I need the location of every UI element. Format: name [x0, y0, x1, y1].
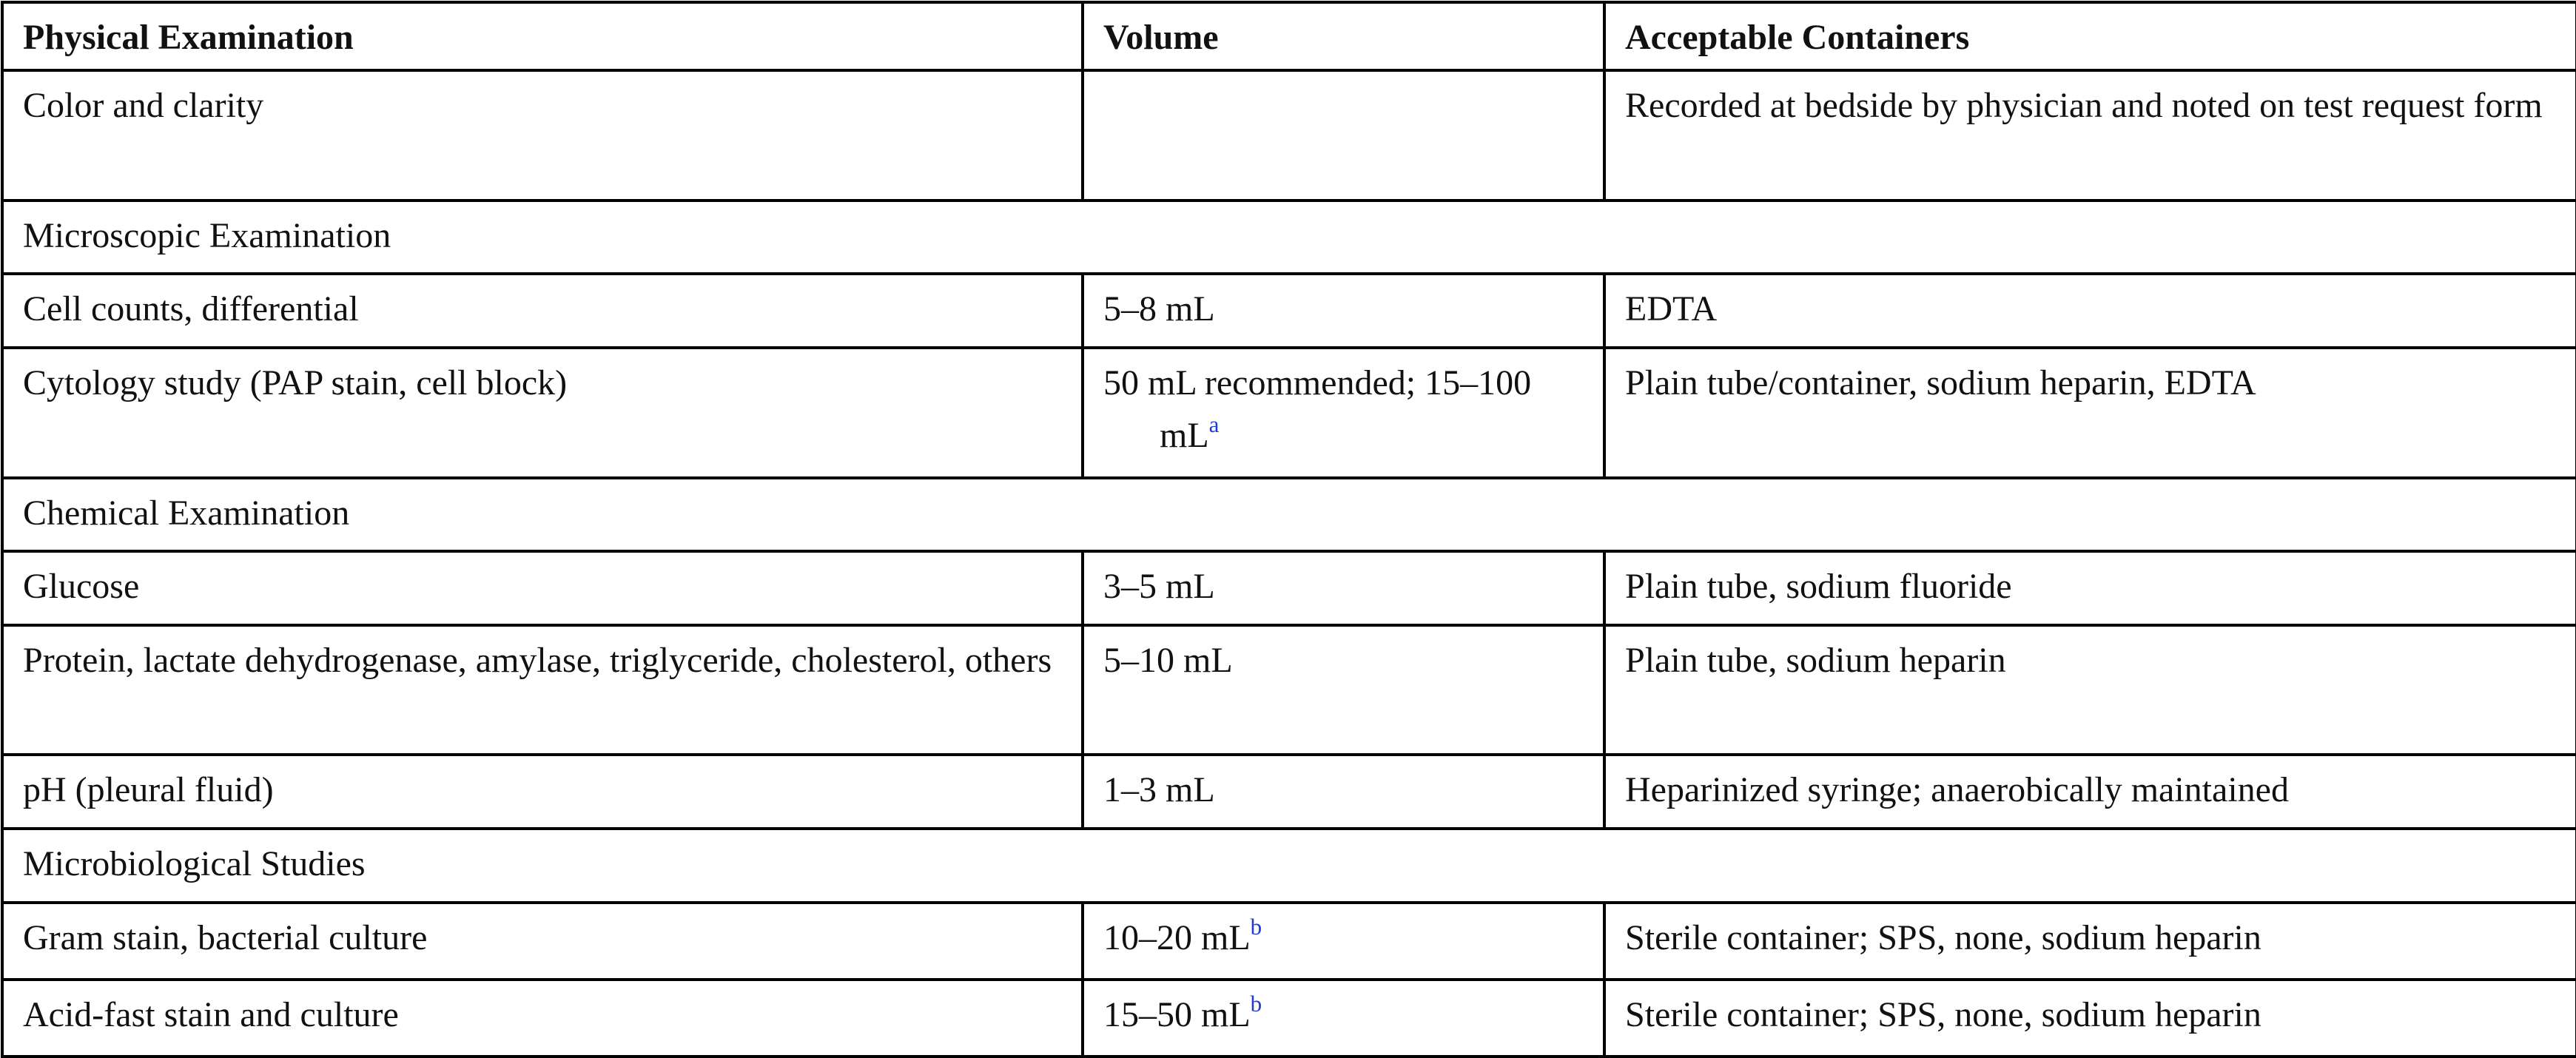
table-row [2, 70, 2576, 201]
containers-value: Sterile container; SPS, none, sodium heparin [1625, 995, 2261, 1034]
footnote-marker[interactable]: a [1208, 411, 1220, 437]
test-cell [2, 274, 1083, 348]
containers-value: Recorded at bedside by physician and noted on test request form [1625, 86, 2543, 125]
volume-cell [1083, 551, 1604, 625]
section-label: Microbiological Studies [2, 829, 2576, 903]
test-name: pH (pleural fluid) [23, 770, 274, 809]
section-row [2, 829, 2576, 903]
specimen-requirements-table [1, 1, 2576, 1058]
table-row [2, 551, 2576, 625]
test-name: Color and clarity [23, 86, 264, 125]
test-cell [2, 70, 1083, 201]
volume-value: 10–20 mL [1103, 918, 1251, 957]
volume-cell [1083, 274, 1604, 348]
test-cell [2, 980, 1083, 1057]
table-row [2, 980, 2576, 1057]
test-cell [2, 903, 1083, 980]
containers-cell [1604, 903, 2576, 980]
containers-cell [1604, 70, 2576, 201]
containers-value: Plain tube, sodium fluoride [1625, 567, 2012, 606]
table-row [2, 274, 2576, 348]
test-name: Gram stain, bacterial culture [23, 918, 428, 957]
table-row [2, 903, 2576, 980]
test-cell [2, 551, 1083, 625]
containers-cell [1604, 980, 2576, 1057]
test-cell [2, 755, 1083, 829]
containers-value: EDTA [1625, 289, 1718, 328]
containers-cell [1604, 551, 2576, 625]
containers-value: Plain tube, sodium heparin [1625, 641, 2006, 680]
containers-cell [1604, 755, 2576, 829]
containers-value: Sterile container; SPS, none, sodium heparin [1625, 918, 2261, 957]
volume-cell [1083, 348, 1604, 478]
volume-cell [1083, 625, 1604, 755]
volume-value: 50 mL recommended; 15–100 mL [1103, 363, 1532, 455]
containers-value: Heparinized syringe; anaerobically maintained [1625, 770, 2289, 809]
volume-cell [1083, 980, 1604, 1057]
volume-value: 3–5 mL [1103, 567, 1215, 606]
containers-cell [1604, 348, 2576, 478]
containers-cell [1604, 274, 2576, 348]
section-label: Microscopic Examination [2, 201, 2576, 274]
containers-cell [1604, 625, 2576, 755]
table-row [2, 755, 2576, 829]
header-acceptable-containers: Acceptable Containers [1604, 2, 2576, 70]
test-name: Glucose [23, 567, 140, 606]
header-physical-examination: Physical Examination [2, 2, 1083, 70]
volume-cell [1083, 70, 1604, 201]
volume-value: 5–8 mL [1103, 289, 1215, 328]
volume-value: 1–3 mL [1103, 770, 1215, 809]
test-cell [2, 625, 1083, 755]
section-label: Chemical Examination [2, 478, 2576, 551]
volume-value: 5–10 mL [1103, 641, 1233, 680]
footnote-marker[interactable]: b [1250, 991, 1262, 1017]
containers-value: Plain tube/container, sodium heparin, EDTA [1625, 363, 2256, 402]
test-name: Cytology study (PAP stain, cell block) [23, 363, 568, 402]
test-cell [2, 348, 1083, 478]
volume-cell [1083, 903, 1604, 980]
section-row [2, 201, 2576, 274]
footnote-marker[interactable]: b [1250, 914, 1262, 940]
table-row [2, 348, 2576, 478]
test-name: Protein, lactate dehydrogenase, amylase, triglyceride, cholesterol, others [23, 641, 1052, 680]
header-volume: Volume [1083, 2, 1604, 70]
volume-cell [1083, 755, 1604, 829]
test-name: Cell counts, differential [23, 289, 359, 328]
section-row [2, 478, 2576, 551]
table-header-row [2, 2, 2576, 70]
volume-value: 15–50 mL [1103, 995, 1251, 1034]
table-row [2, 625, 2576, 755]
test-name: Acid-fast stain and culture [23, 995, 399, 1034]
